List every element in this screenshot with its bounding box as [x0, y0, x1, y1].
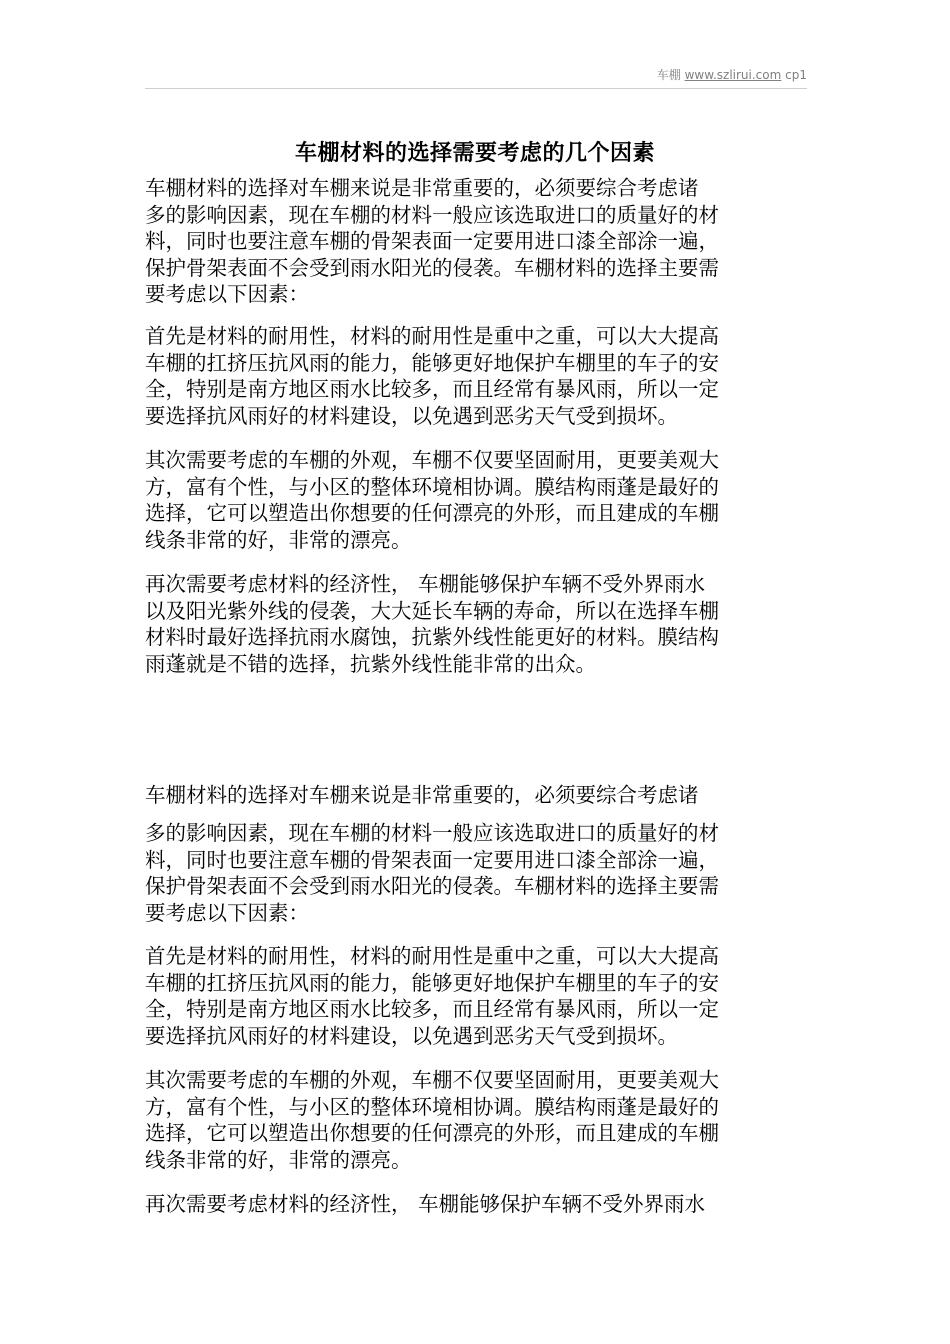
- paragraph-line: 线条非常的好，非常的漂亮。: [145, 1147, 412, 1172]
- paragraph-line: 车棚的扛挤压抗风雨的能力，能够更好地保护车棚里的车子的安: [145, 970, 719, 995]
- paragraph-line: 选择，它可以塑造出你想要的任何漂亮的外形，而且建成的车棚: [145, 1121, 719, 1145]
- paragraph: [145, 175, 807, 308]
- paragraph: [145, 943, 807, 1049]
- paragraph-line: 要考虑以下因素：: [145, 282, 309, 306]
- paragraph-line: 选择，它可以塑造出你想要的任何漂亮的外形，而且建成的车棚: [145, 501, 719, 525]
- paragraph-line: 再次需要考虑材料的经济性， 车棚能够保护车辆不受外界雨水: [145, 1192, 706, 1216]
- page-header: [657, 66, 807, 83]
- paragraph-line: 料，同时也要注意车棚的骨架表面一定要用进口漆全部涂一遍，: [145, 847, 719, 872]
- paragraph-line: 其次需要考虑的车棚的外观，车棚不仅要坚固耐用，更要美观大: [145, 1068, 719, 1092]
- paragraph-line: 方，富有个性，与小区的整体环境相协调。膜结构雨蓬是最好的: [145, 474, 719, 499]
- header-right-text: cp1: [785, 68, 807, 82]
- paragraph: [145, 1191, 807, 1218]
- paragraph-line: 多的影响因素，现在车棚的材料一般应该选取进口的质量好的材: [145, 821, 719, 845]
- header-left-text: 车棚: [656, 68, 681, 82]
- header-divider: [145, 88, 807, 89]
- paragraph: [145, 782, 807, 809]
- paragraph: [145, 323, 807, 429]
- document-title: 车棚材料的选择需要考虑的几个因素: [294, 140, 655, 166]
- paragraph-line: 其次需要考虑的车棚的外观，车棚不仅要坚固耐用，更要美观大: [145, 448, 719, 472]
- paragraph-line: 要选择抗风雨好的材料建设，以免遇到恶劣天气受到损坏。: [145, 1023, 678, 1048]
- paragraph: [145, 1067, 807, 1173]
- paragraph-line: 保护骨架表面不会受到雨水阳光的侵袭。车棚材料的选择主要需: [145, 874, 719, 898]
- paragraph-line: 全，特别是南方地区雨水比较多，而且经常有暴风雨，所以一定: [145, 377, 719, 401]
- paragraph-line: 再次需要考虑材料的经济性， 车棚能够保护车辆不受外界雨水: [145, 572, 706, 596]
- paragraph: [145, 571, 807, 677]
- paragraph-line: 料，同时也要注意车棚的骨架表面一定要用进口漆全部涂一遍，: [145, 229, 719, 253]
- paragraph-line: 要选择抗风雨好的材料建设，以免遇到恶劣天气受到损坏。: [145, 403, 678, 428]
- paragraph-line: 要考虑以下因素：: [145, 900, 309, 925]
- header-link[interactable]: www.szlirui.com: [684, 68, 782, 82]
- paragraph-line: 线条非常的好，非常的漂亮。: [145, 527, 412, 552]
- paragraph-line: 以及阳光紫外线的侵袭，大大延长车辆的寿命，所以在选择车棚: [145, 598, 719, 623]
- paragraph: [145, 447, 807, 553]
- paragraph-line: 首先是材料的耐用性，材料的耐用性是重中之重，可以大大提高: [145, 324, 719, 348]
- paragraph: [145, 820, 807, 926]
- paragraph-line: 方，富有个性，与小区的整体环境相协调。膜结构雨蓬是最好的: [145, 1094, 719, 1119]
- paragraph-line: 车棚材料的选择对车棚来说是非常重要的，必须要综合考虑诸: [145, 176, 699, 200]
- paragraph-line: 车棚材料的选择对车棚来说是非常重要的，必须要综合考虑诸: [145, 783, 699, 807]
- paragraph-line: 首先是材料的耐用性，材料的耐用性是重中之重，可以大大提高: [145, 944, 719, 968]
- paragraph-line: 车棚的扛挤压抗风雨的能力，能够更好地保护车棚里的车子的安: [145, 350, 719, 375]
- paragraph-line: 全，特别是南方地区雨水比较多，而且经常有暴风雨，所以一定: [145, 997, 719, 1021]
- paragraph-line: 材料时最好选择抗雨水腐蚀，抗紫外线性能更好的材料。膜结构: [145, 625, 719, 649]
- paragraph-line: 多的影响因素，现在车棚的材料一般应该选取进口的质量好的材: [145, 202, 719, 227]
- paragraph-line: 保护骨架表面不会受到雨水阳光的侵袭。车棚材料的选择主要需: [145, 255, 719, 280]
- paragraph-line: 雨蓬就是不错的选择，抗紫外线性能非常的出众。: [145, 651, 596, 676]
